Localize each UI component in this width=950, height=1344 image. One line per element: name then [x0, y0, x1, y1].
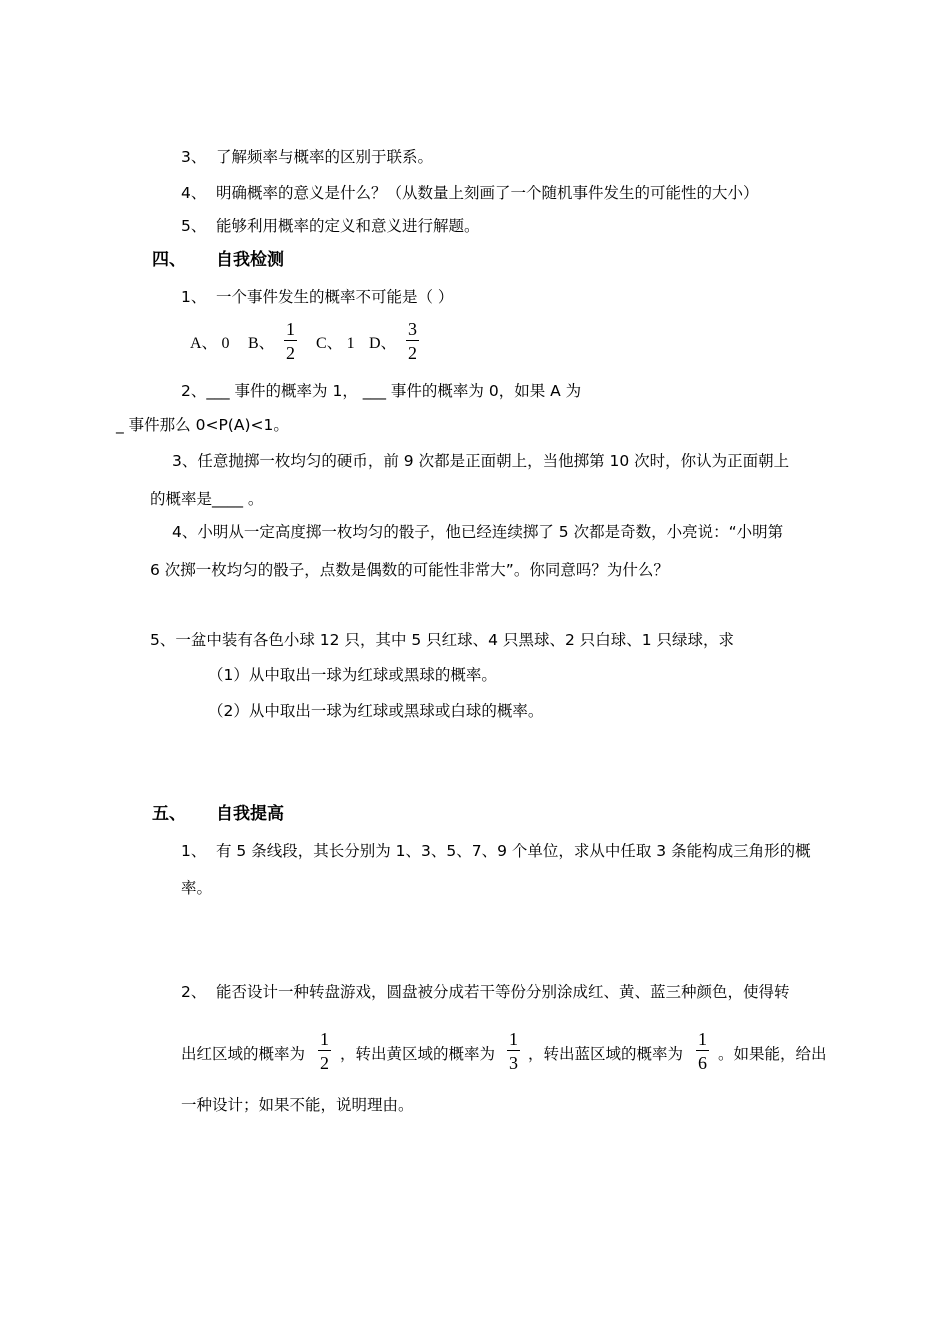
- s5-q1-line1: 有 5 条线段，其长分别为 1、3、5、7、9 个单位，求从中任取 3 条能构成三角形的概: [216, 842, 811, 860]
- s5-q2-fraction-red: [318, 1030, 331, 1072]
- fraction-denominator: 6: [698, 1053, 707, 1073]
- fraction-numerator: 1: [698, 1029, 707, 1049]
- s3-item4-number: 4、: [181, 184, 207, 202]
- s4-q1-option-b-label: B、: [248, 335, 275, 352]
- s5-q2-segment1: 出红区域的概率为: [181, 1045, 306, 1063]
- fraction-denominator: 3: [509, 1053, 518, 1073]
- s3-item5-text: 能够利用概率的定义和意义进行解题。: [216, 217, 480, 235]
- s4-q1-option-c: C、 1: [316, 335, 355, 352]
- fraction-numerator: 1: [509, 1029, 518, 1049]
- s5-q2-number: 2、: [181, 983, 207, 1001]
- s4-q2-line1: 2、___ 事件的概率为 1， ___ 事件的概率为 0，如果 A 为: [181, 382, 582, 400]
- fraction-numerator: 3: [408, 319, 417, 339]
- s4-q4-line1: 4、小明从一定高度掷一枚均匀的骰子，他已经连续掷了 5 次都是奇数，小亮说：“小明第: [172, 523, 784, 541]
- s3-item5-number: 5、: [181, 217, 207, 235]
- s3-item4-text: 明确概率的意义是什么？（从数量上刻画了一个随机事件发生的可能性的大小）: [216, 184, 759, 202]
- section5-number: 五、: [152, 804, 186, 824]
- s4-q1-option-a: A、 0: [190, 335, 230, 352]
- s5-q2-fraction-blue: [696, 1030, 709, 1072]
- fraction-numerator: 1: [320, 1029, 329, 1049]
- s5-q2-segment2: ，转出黄区域的概率为: [340, 1045, 496, 1063]
- s5-q2-line1: 能否设计一种转盘游戏，圆盘被分成若干等份分别涂成红、黄、蓝三种颜色，使得转: [216, 983, 790, 1001]
- s5-q2-fraction-yellow: [507, 1030, 520, 1072]
- s5-q1-line2: 率。: [181, 879, 213, 897]
- s4-q1-option-d-fraction: [406, 320, 419, 362]
- s4-q2-line2: _ 事件那么 0<P(A)<1。: [116, 416, 289, 434]
- s4-q3-line2: 的概率是____ 。: [150, 490, 264, 508]
- section4-number: 四、: [152, 250, 186, 270]
- s5-q2-line3: 一种设计；如果不能，说明理由。: [181, 1096, 414, 1114]
- section5-title: 自我提高: [216, 804, 284, 824]
- s3-item3-text: 了解频率与概率的区别于联系。: [216, 148, 434, 166]
- s4-q1-option-d-label: D、: [369, 335, 397, 352]
- fraction-denominator: 2: [408, 343, 417, 363]
- s5-q2-segment4: 。如果能，给出: [718, 1045, 827, 1063]
- s4-q3-line1: 3、任意抛掷一枚均匀的硬币，前 9 次都是正面朝上，当他掷第 10 次时，你认为正面朝上: [172, 452, 790, 470]
- s4-q1-option-b-fraction: [284, 320, 297, 362]
- s5-q1-number: 1、: [181, 842, 207, 860]
- fraction-numerator: 1: [286, 319, 295, 339]
- s4-q1-text: 一个事件发生的概率不可能是（ ）: [216, 288, 454, 306]
- s4-q5-line1: 5、一盆中装有各色小球 12 只，其中 5 只红球、4 只黑球、2 只白球、1 只绿球，求: [150, 631, 735, 649]
- s3-item3-number: 3、: [181, 148, 207, 166]
- section4-title: 自我检测: [216, 250, 284, 270]
- s5-q2-segment3: ，转出蓝区域的概率为: [528, 1045, 684, 1063]
- s4-q5-sub2: （2）从中取出一球为红球或黑球或白球的概率。: [208, 702, 544, 720]
- s4-q4-line2: 6 次掷一枚均匀的骰子，点数是偶数的可能性非常大”。你同意吗？为什么？: [150, 561, 669, 579]
- fraction-denominator: 2: [286, 343, 295, 363]
- s4-q1-number: 1、: [181, 288, 207, 306]
- fraction-denominator: 2: [320, 1053, 329, 1073]
- s4-q5-sub1: （1）从中取出一球为红球或黑球的概率。: [208, 666, 497, 684]
